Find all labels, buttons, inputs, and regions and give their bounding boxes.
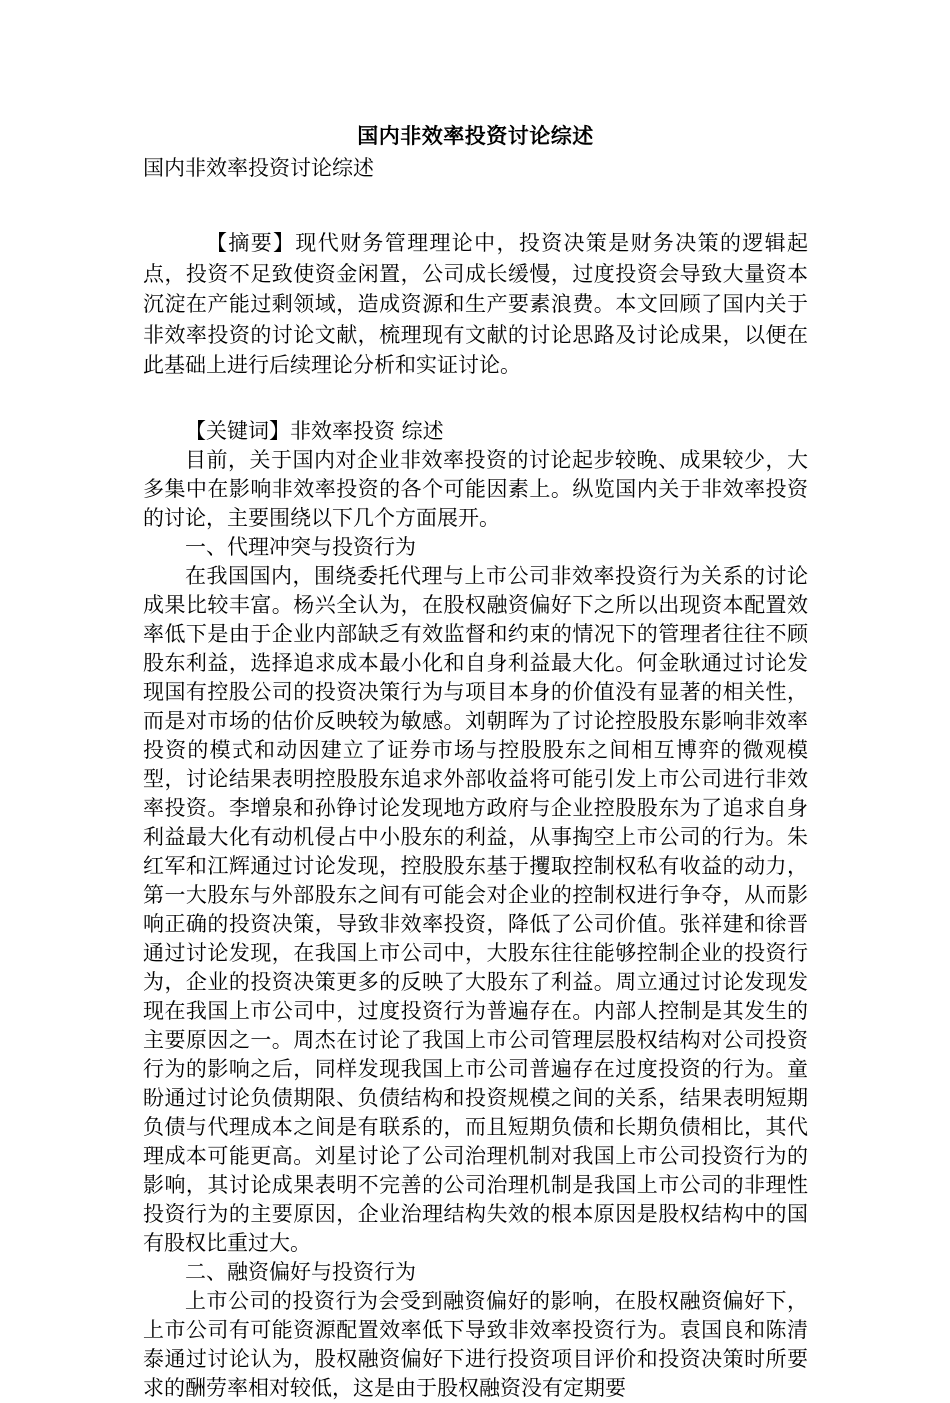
section-1-body: 在我国国内，围绕委托代理与上市公司非效率投资行为关系的讨论成果比较丰富。杨兴全认为，在股权融资偏好下之所以出现资本配置效率低下是由于企业内部缺乏有效监督和约束的情况下的管理者往往不顾股东利益，选择追求成本最小化和自身利益最大化。何金耿通过讨论发现国有控股公司的投资决策行为与项目本身的价值没有显著的相关性，而是对市场的估价反映较为敏感。刘朝晖为了讨论控股股东影响非效率投资的模式和动因建立了证券市场与控股股东之间相互博弈的微观模型，讨论结果表明控股股东追求外部收益将可能引发上市公司进行非效率投资。李增泉和孙铮讨论发现地方政府与企业控股股东为了追求自身利益最大化有动机侵占中小股东的利益，从事掏空上市公司的行为。朱红军和江辉通过讨论发现，控股股东基于攫取控制权私有收益的动力，第一大股东与外部股东之间有可能会对企业的控制权进行争夺，从而影响正确的投资决策，导致非效率投资，降低了公司价值。张祥建和徐晋通过讨论发现，在我国上市公司中，大股东往往能够控制企业的投资行为，企业的投资决策更多的反映了大股东了利益。周立通过讨论发现发现在我国上市公司中，过度投资行为普遍存在。内部人控制是其发生的主要原因之一。周杰在讨论了我国上市公司管理层股权结构对公司投资行为的影响之后，同样发现我国上市公司普遍存在过度投资的行为。童盼通过讨论负债期限、负债结构和投资规模之间的关系，结果表明短期负债与代理成本之间是有联系的，而且短期负债和长期负债相比，其代理成本可能更高。刘星讨论了公司治理机制对我国上市公司投资行为的影响，其讨论成果表明不完善的公司治理机制是我国上市公司的非理性投资行为的主要原因，企业治理结构失效的根本原因是股权结构中的国有股权比重过大。 bbox=[143, 563, 808, 1255]
intro-paragraph: 目前，关于国内对企业非效率投资的讨论起步较晚、成果较少，大多集中在影响非效率投资的各个可能因素上。纵览国内关于非效率投资的讨论，主要围绕以下几个方面展开。 bbox=[143, 447, 808, 530]
keywords-line: 【关键词】非效率投资 综述 bbox=[185, 418, 444, 443]
document-subtitle: 国内非效率投资讨论综述 bbox=[143, 156, 374, 180]
document-title: 国内非效率投资讨论综述 bbox=[357, 123, 594, 148]
abstract-paragraph: 【摘要】现代财务管理理论中，投资决策是财务决策的逻辑起点，投资不足致使资金闲置，公司成长缓慢，过度投资会导致大量资本沉淀在产能过剩领域，造成资源和生产要素浪费。本文回顾了国内关于非效率投资的讨论文献，梳理现有文献的讨论思路及讨论成果，以便在此基础上进行后续理论分析和实证讨论。 bbox=[143, 231, 808, 377]
section-2-body: 上市公司的投资行为会受到融资偏好的影响，在股权融资偏好下，上市公司有可能资源配置效率低下导致非效率投资行为。袁国良和陈清泰通过讨论认为，股权融资偏好下进行投资项目评价和投资决策时所要求的酬劳率相对较低，这是由于股权融资没有定期要 bbox=[143, 1288, 808, 1400]
section-2-heading: 二、融资偏好与投资行为 bbox=[185, 1259, 416, 1284]
document-page bbox=[143, 118, 808, 1403]
section-1-heading: 一、代理冲突与投资行为 bbox=[185, 534, 416, 559]
